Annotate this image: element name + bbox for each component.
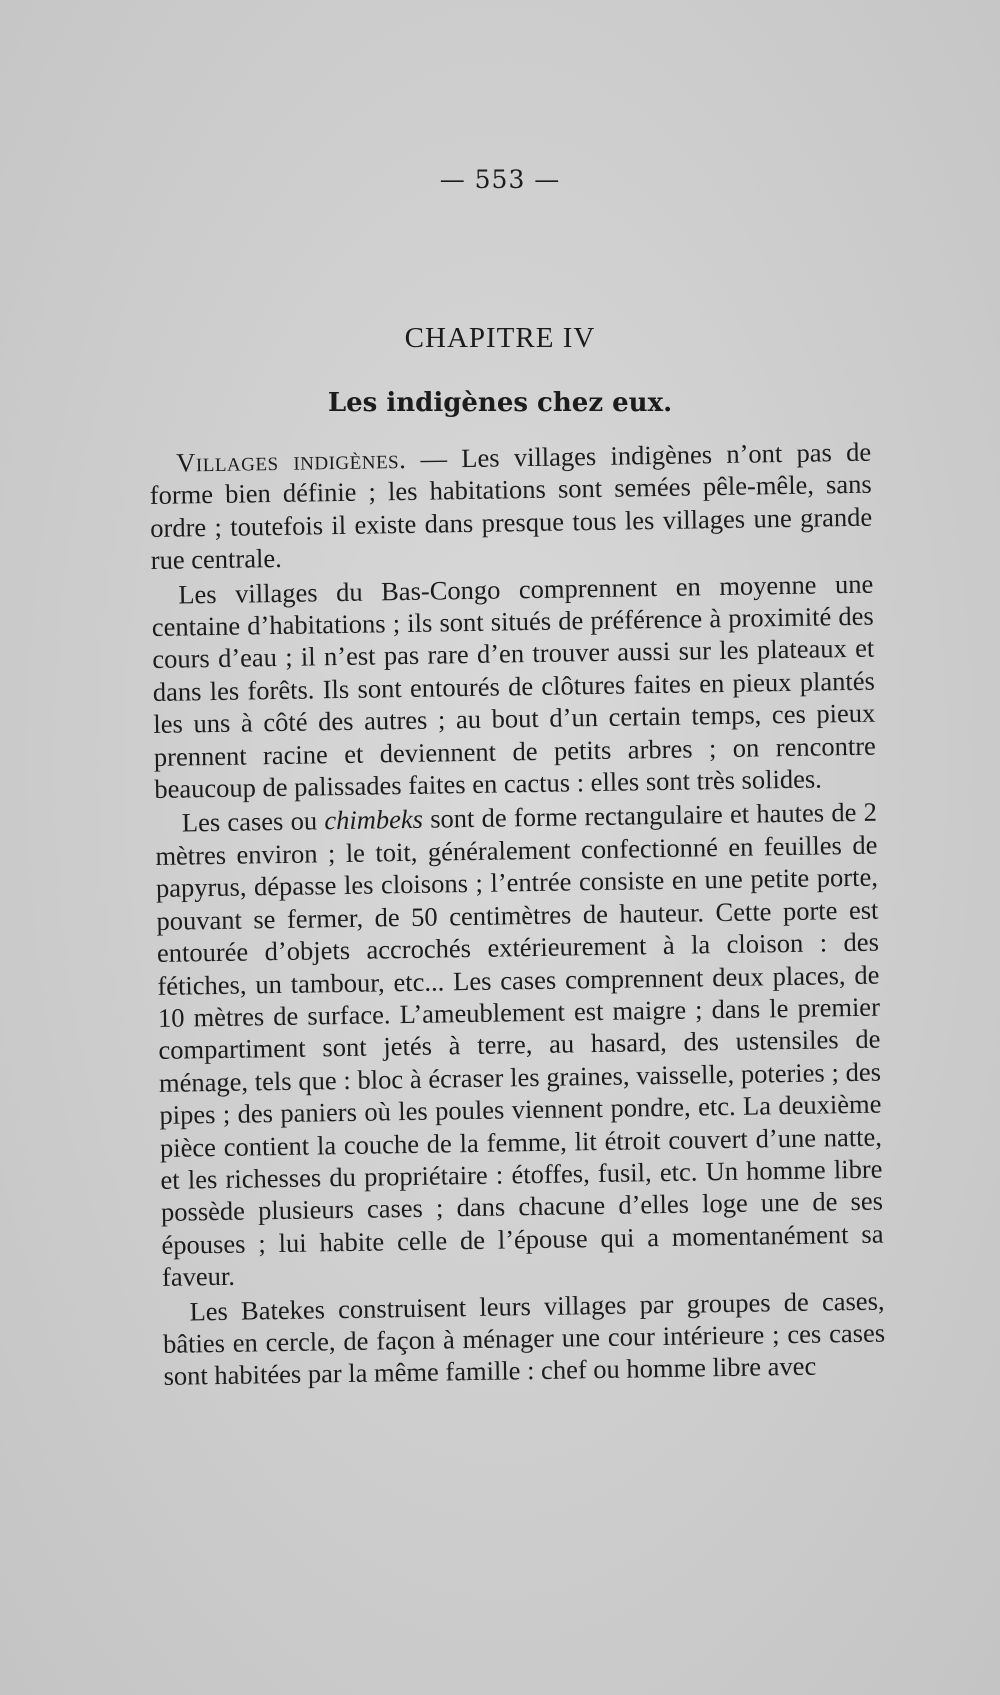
paragraph-bas-congo (151, 567, 876, 805)
paragraph-text: Les Batekes construisent leurs villages par groupes de cases, bâties en cercle, de façon à ménager une cour intérieure ; ces cases sont habitées par la même famille : chef ou homme libre avec (162, 1285, 886, 1392)
paragraph-text: Les villages du Bas-Congo comprennent en moyenne une centaine d’habitations ; ils sont situés de préférence à proximité des cours d’eau ; il n’est pas rare d’en trouver aussi sur les plateaux et dans les forêts. Ils sont entourés de clôtures faites en pieux plantés les uns à côté des autres ; au bout d’un certain temps, ces pieux prennent racine et deviennent de petits arbres ; on rencontre beaucoup de palissades faites en cactus : elles sont très solides. (151, 568, 877, 805)
italic-term: chimbeks (324, 804, 424, 836)
section-lead: Villages indigènes. (176, 443, 407, 478)
paragraph-cases (155, 796, 885, 1293)
paragraph-text-after: sont de forme rectangulaire et hautes de 2 mètres environ ; le toit, généralement confectionné en feuilles de papyrus, dépasse les cloisons ; l’entrée consiste en une petite porte, pouvant se fermer, de 50 centimètres de hauteur. Cette porte est entourée d’objets accrochés extérieurement à la cloison : des fétiches, un tambour, etc... Les cases comprennent deux places, de 10 mètres de surface. L’ameublement est maigre ; dans le premier compartiment sont jetés à terre, au hasard, des ustensiles de ménage, tels que : bloc à écraser les graines, vaisselle, poteries ; des pipes ; des paniers où les poules viennent pondre, etc. La deuxième pièce contient la couche de la femme, lit étroit couvert d’une natte, et les richesses du propriétaire : étoffes, fusil, etc. Un homme libre possède plusieurs cases ; dans chacune d’elles loge une de ses épouses ; lui habite celle de l’épouse qui a momentanément sa faveur. (155, 797, 884, 1293)
paragraph-text: — Les villages indigènes n’ont pas de forme bien définie ; les habitations sont semées pêle-mêle, sans ordre ; toutefois il existe dans presque tous les villages une grande rue centrale. (149, 436, 873, 576)
paragraph-batekes (162, 1284, 885, 1393)
chapter-title: Les indigènes chez eux. (327, 388, 673, 418)
chapter-heading: CHAPITRE IV (404, 322, 596, 354)
page-number: — 553 — (439, 165, 561, 194)
body-text (149, 436, 886, 1393)
paragraph-text-before: Les cases ou (181, 805, 325, 838)
paragraph-villages (149, 436, 873, 577)
